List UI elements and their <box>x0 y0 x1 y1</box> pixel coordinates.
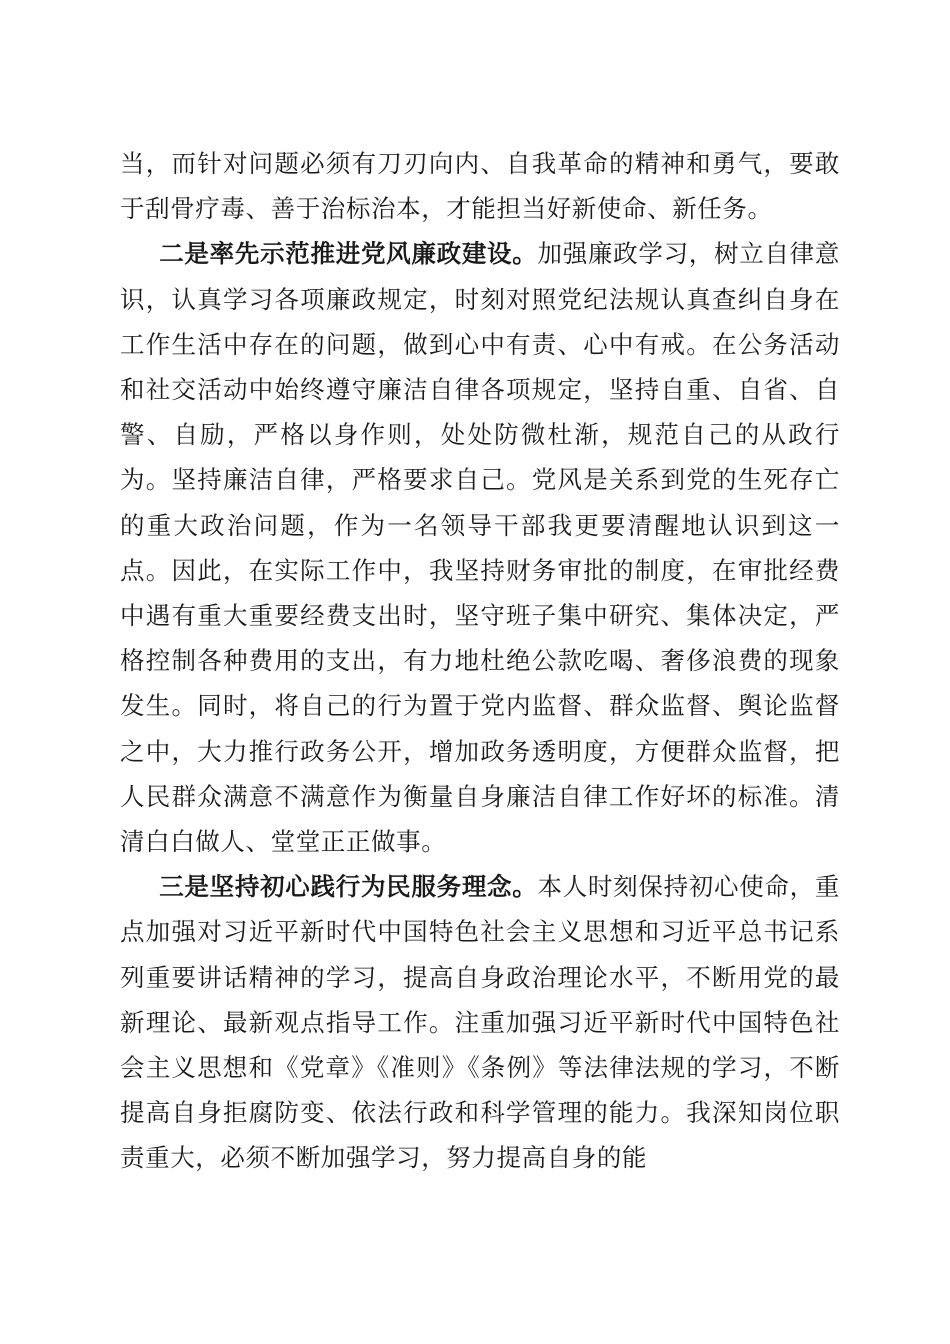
paragraph-lead: 三是坚持初心践行为民服务理念。 <box>159 872 538 902</box>
paragraph-text: 本人时刻保持初心使命，重点加强对习近平新时代中国特色社会主义思想和习近平总书记系列重要讲话精神的学习，提高自身政治理论水平，不断用党的最新理论、最新观点指导工作。注重加强习近平新时代中国特色社会主义思想和《党章》《准则》《条例》等法律法规的学习，不断提高自身拒腐防变、依法行政和科学管理的能力。我深知岗位职责重大，必须不断加强学习，努力提高自身的能 <box>120 872 840 1173</box>
paragraph-original-aspiration <box>120 864 840 1180</box>
paragraph-party-conduct <box>120 231 840 864</box>
document-body <box>120 141 840 1181</box>
paragraph-lead: 二是率先示范推进党风廉政建设。 <box>159 239 538 269</box>
paragraph-continuation <box>120 141 840 231</box>
paragraph-text: 当，而针对问题必须有刀刃向内、自我革命的精神和勇气，要敢于刮骨疗毒、善于治标治本，才能担当好新使命、新任务。 <box>120 149 840 224</box>
paragraph-text: 加强廉政学习，树立自律意识，认真学习各项廉政规定，时刻对照党纪法规认真查纠自身在工作生活中存在的问题，做到心中有责、心中有戒。在公务活动和社交活动中始终遵守廉洁自律各项规定，坚持自重、自省、自警、自励，严格以身作则，处处防微杜渐，规范自己的从政行为。坚持廉洁自律，严格要求自己。党风是关系到党的生死存亡的重大政治问题，作为一名领导干部我更要清醒地认识到这一点。因此，在实际工作中，我坚持财务审批的制度，在审批经费中遇有重大重要经费支出时，坚守班子集中研究、集体决定，严格控制各种费用的支出，有力地杜绝公款吃喝、奢侈浪费的现象发生。同时，将自己的行为置于党内监督、群众监督、舆论监督之中，大力推行政务公开，增加政务透明度，方便群众监督，把人民群众满意不满意作为衡量自身廉洁自律工作好坏的标准。清清白白做人、堂堂正正做事。 <box>120 239 840 857</box>
